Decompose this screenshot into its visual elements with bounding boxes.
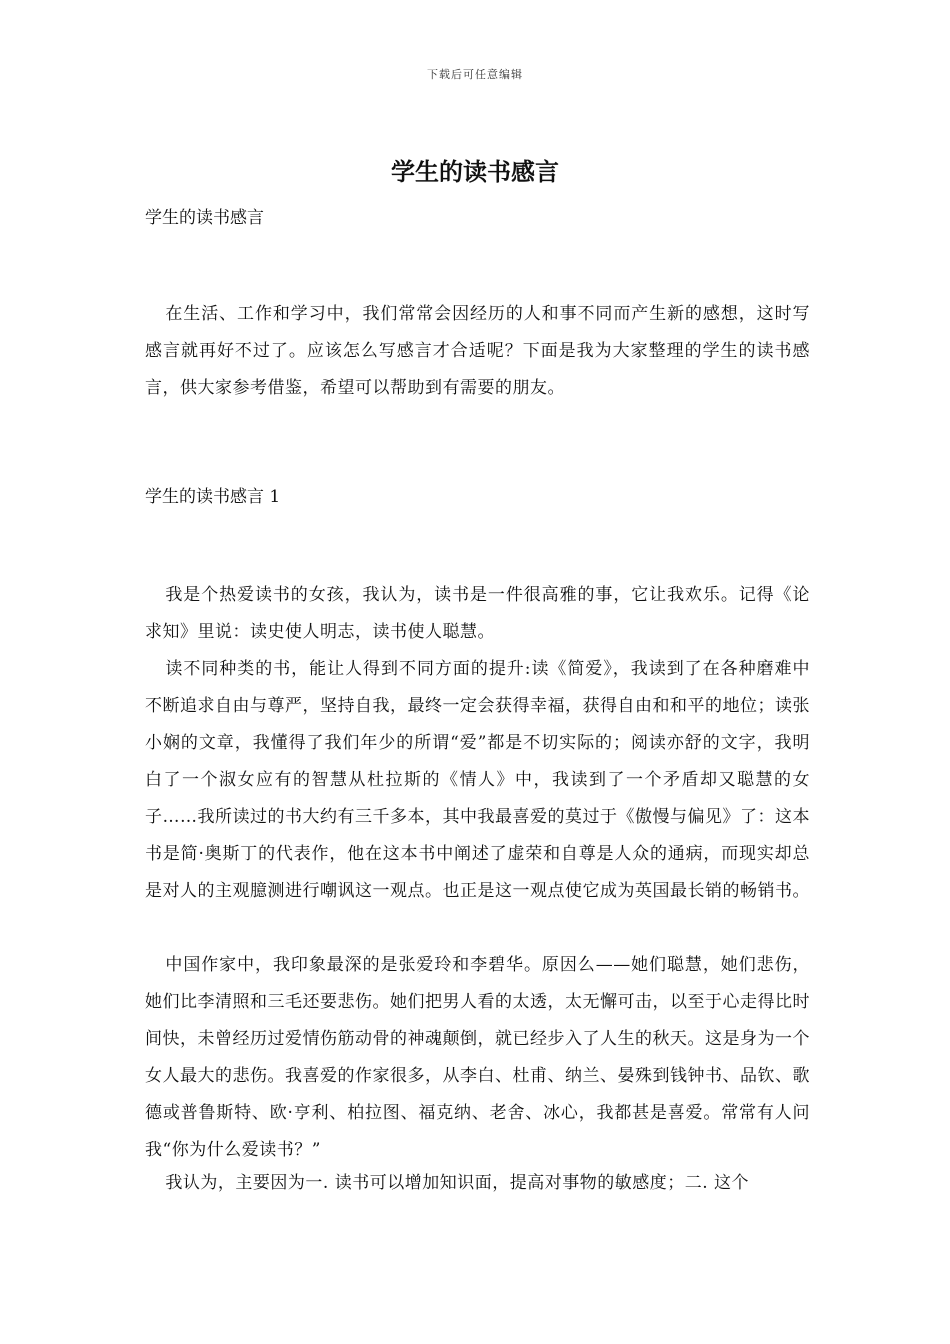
section-heading: 学生的读书感言 1 xyxy=(145,487,281,507)
document-subtitle: 学生的读书感言 xyxy=(145,208,264,228)
page-header-note: 下载后可任意编辑 xyxy=(427,68,523,81)
body-paragraph-3: 中国作家中，我印象最深的是张爱玲和李碧华。原因么——她们聪慧，她们悲伤，她们比李清照和三毛还要悲伤。她们把男人看的太透，太无懈可击，以至于心走得比时间快，未曾经历过爱情伤筋动骨的神魂颠倒，就已经步入了人生的秋天。这是身为一个女人最大的悲伤。我喜爱的作家很多，从李白、杜甫、纳兰、晏殊到钱钟书、品钦、歌德或普鲁斯特、欧·亨利、柏拉图、福克纳、老舍、冰心，我都甚是喜爱。常常有人问我“你为什么爱读书？” xyxy=(145,955,810,1160)
body-paragraph-4: 我认为，主要因为一. 读书可以增加知识面，提高对事物的敏感度；二. 这个 xyxy=(165,1173,750,1193)
intro-paragraph: 在生活、工作和学习中，我们常常会因经历的人和事不同而产生新的感想，这时写感言就再好不过了。应该怎么写感言才合适呢？下面是我为大家整理的学生的读书感言，供大家参考借鉴，希望可以帮助到有需要的朋友。 xyxy=(145,304,810,398)
body-paragraph-1: 我是个热爱读书的女孩，我认为，读书是一件很高雅的事，它让我欢乐。记得《论求知》里说：读史使人明志，读书使人聪慧。 xyxy=(145,585,810,642)
document-title: 学生的读书感言 xyxy=(391,157,559,186)
body-paragraph-2: 读不同种类的书，能让人得到不同方面的提升:读《简爱》，我读到了在各种磨难中不断追求自由与尊严，坚持自我，最终一定会获得幸福，获得自由和和平的地位；读张小娴的文章，我懂得了我们年少的所谓“爱”都是不切实际的；阅读亦舒的文字，我明白了一个淑女应有的智慧从杜拉斯的《情人》中，我读到了一个矛盾却又聪慧的女子……我所读过的书大约有三千多本，其中我最喜爱的莫过于《傲慢与偏见》了：这本书是简·奥斯丁的代表作，他在这本书中阐述了虚荣和自尊是人众的通病，而现实却总是对人的主观臆测进行嘲讽这一观点。也正是这一观点使它成为英国最长销的畅销书。 xyxy=(145,659,810,901)
